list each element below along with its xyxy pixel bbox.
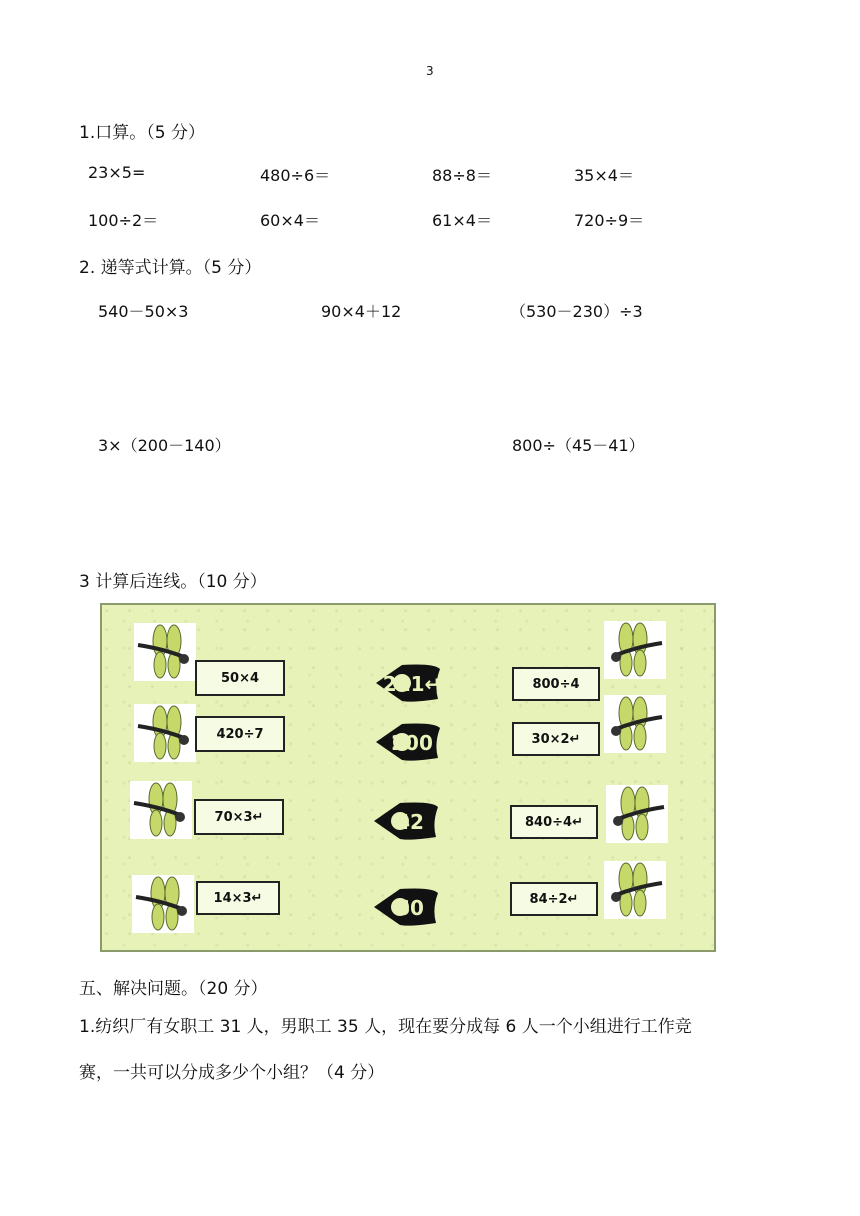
answer-badge[interactable] [370,799,442,843]
badge-value: 211↵ [382,672,442,696]
right-expression-box[interactable]: 30×2↵ [512,722,600,756]
badge-value: 42 [396,810,424,834]
dragonfly-icon [130,781,192,839]
step-calc-item: （530－230）÷3 [510,302,643,321]
dragonfly-icon [606,785,668,843]
step-calc-item: 90×4＋12 [321,302,402,321]
oral-calc-item: 23×5= [88,163,146,182]
oral-calc-item: 88÷8＝ [432,166,492,185]
section-3-title: 3 计算后连线。（10 分） [79,572,267,592]
answer-badge[interactable] [372,661,444,705]
matching-panel [100,603,716,952]
step-calc-item: 540－50×3 [98,302,189,321]
right-expression-box[interactable]: 84÷2↵ [510,882,598,916]
section-5-title: 五、解决问题。（20 分） [79,979,268,999]
oral-calc-item: 35×4＝ [574,166,634,185]
dragonfly-icon [604,861,666,919]
left-expression-box[interactable]: 420÷7 [195,716,285,752]
dragonfly-icon [134,623,196,681]
section-2-title: 2. 递等式计算。（5 分） [79,258,262,278]
oral-calc-item: 720÷9＝ [574,211,645,230]
badge-value: 200 [391,731,433,755]
right-expression-box[interactable]: 840÷4↵ [510,805,598,839]
section-1-title: 1.口算。（5 分） [79,123,205,143]
left-expression-box[interactable]: 50×4 [195,660,285,696]
oral-calc-item: 61×4＝ [432,211,492,230]
oral-calc-item: 100÷2＝ [88,211,159,230]
word-problem-line: 1.纺织厂有女职工 31 人，男职工 35 人，现在要分成每 6 人一个小组进行工作竞 [79,1017,692,1037]
word-problem-line: 赛，一共可以分成多少个小组？（4 分） [79,1063,385,1083]
page-number: 3 [426,64,434,78]
answer-badge[interactable] [372,720,444,764]
step-calc-item: 3×（200－140） [98,436,231,455]
dragonfly-icon [132,875,194,933]
dragonfly-icon [604,695,666,753]
dragonfly-icon [604,621,666,679]
badge-value: 60 [396,896,424,920]
dragonfly-icon [134,704,196,762]
left-expression-box[interactable]: 14×3↵ [196,881,280,915]
answer-badge[interactable] [370,885,442,929]
step-calc-item: 800÷（45－41） [512,436,645,455]
right-expression-box[interactable]: 800÷4 [512,667,600,701]
oral-calc-item: 60×4＝ [260,211,320,230]
oral-calc-item: 480÷6＝ [260,166,331,185]
left-expression-box[interactable]: 70×3↵ [194,799,284,835]
